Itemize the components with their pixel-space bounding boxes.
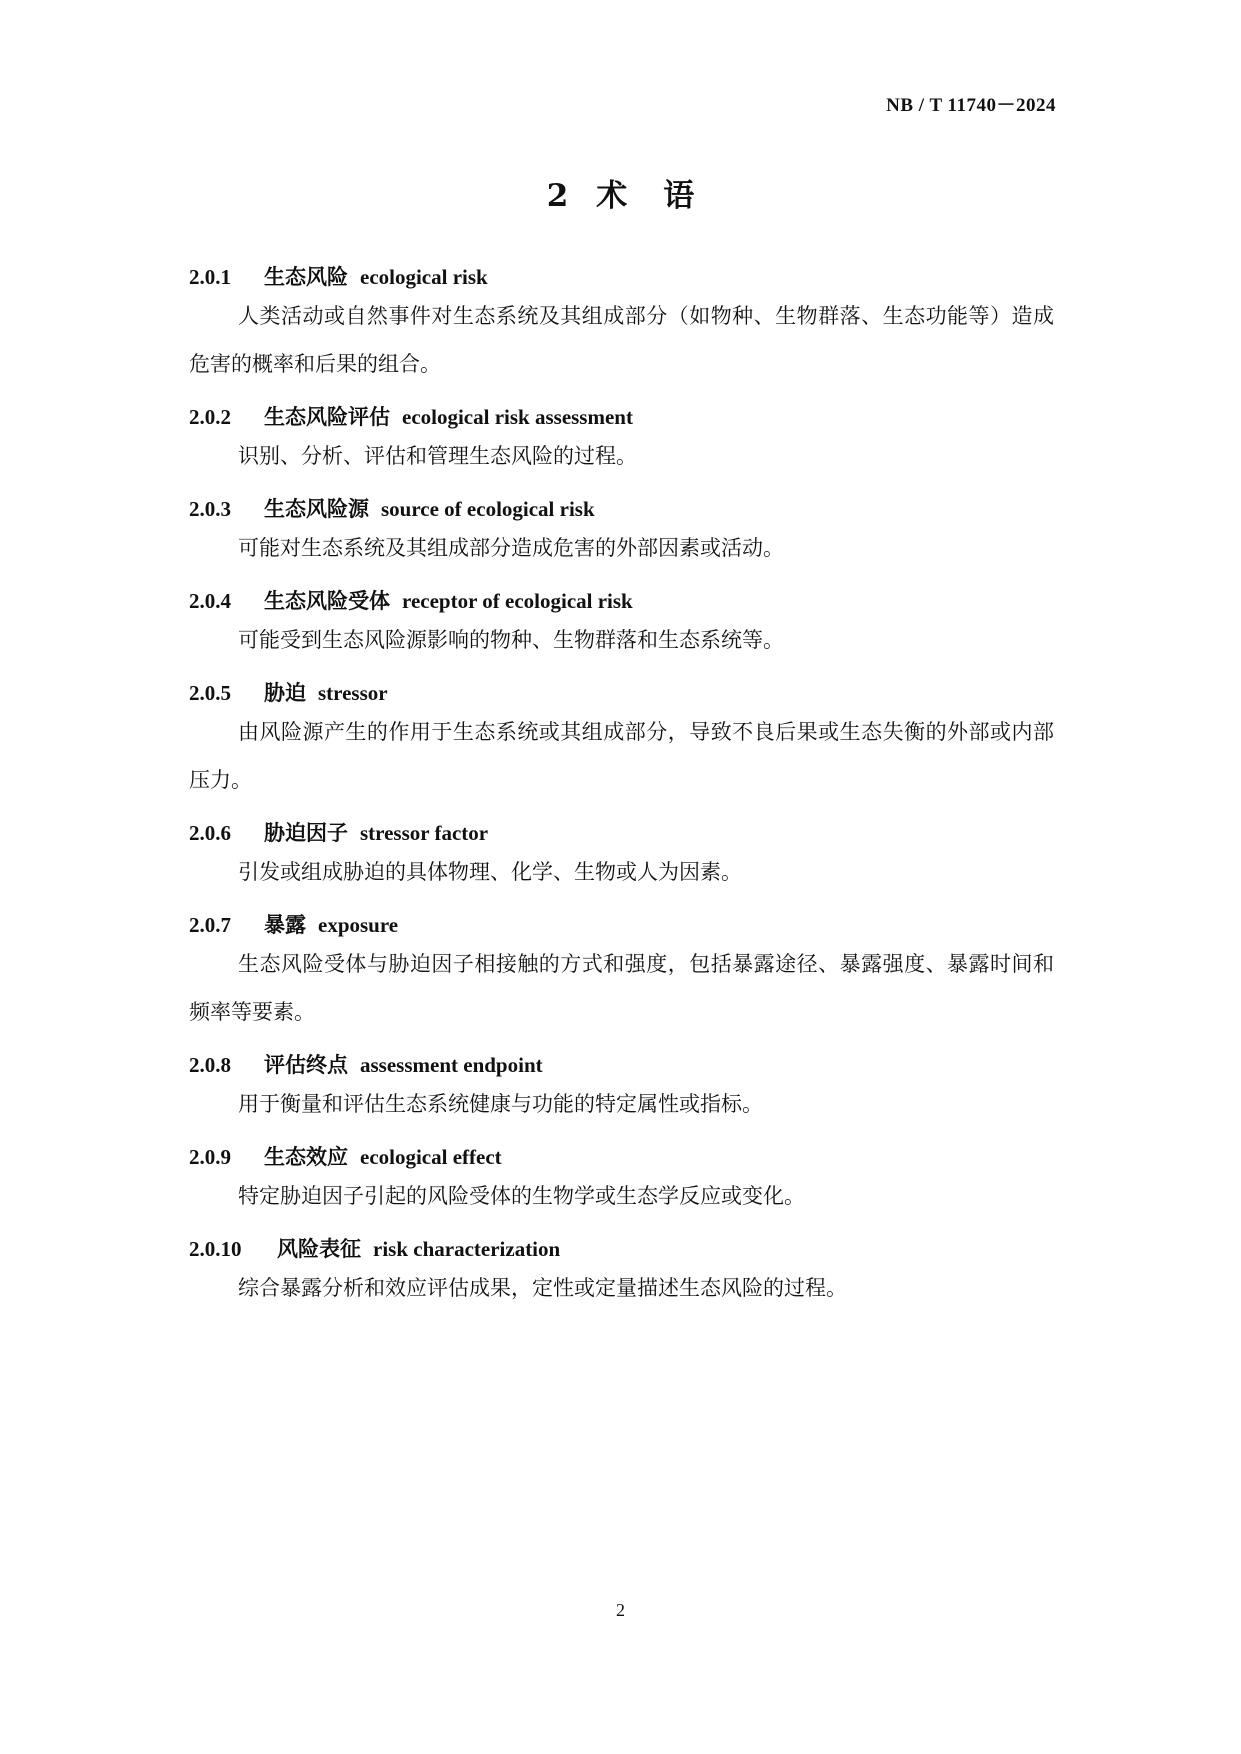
term-english: assessment endpoint (360, 1053, 543, 1077)
term-definition: 引发或组成胁迫的具体物理、化学、生物或人为因素。 (238, 860, 742, 884)
term-heading (189, 586, 1054, 616)
term-definition: 特定胁迫因子引起的风险受体的生物学或生态学反应或变化。 (238, 1184, 805, 1208)
term-english: source of ecological risk (381, 497, 595, 521)
term-heading (189, 1234, 1054, 1264)
term-2-0-8 (189, 1050, 1054, 1128)
term-definition: 由风险源产生的作用于生态系统或其组成部分，导致不良后果或生态失衡的外部或内部压力。 (189, 720, 1054, 792)
chapter-title (0, 170, 1241, 215)
term-heading (189, 494, 1054, 524)
term-number: 2.0.7 (189, 913, 231, 937)
term-number: 2.0.4 (189, 589, 231, 613)
term-chinese: 生态风险源 (264, 496, 369, 521)
term-heading (189, 818, 1054, 848)
term-chinese: 暴露 (264, 912, 306, 937)
term-definition: 识别、分析、评估和管理生态风险的过程。 (238, 444, 637, 468)
term-chinese: 胁迫 (264, 680, 306, 705)
term-english: risk characterization (373, 1237, 561, 1261)
term-number: 2.0.10 (189, 1237, 242, 1261)
term-number: 2.0.1 (189, 265, 231, 289)
term-number: 2.0.5 (189, 681, 231, 705)
chapter-number: 2 (546, 178, 569, 214)
term-chinese: 生态效应 (264, 1144, 348, 1169)
term-2-0-5 (189, 678, 1054, 804)
term-number: 2.0.3 (189, 497, 231, 521)
term-2-0-7 (189, 910, 1054, 1036)
term-number: 2.0.6 (189, 821, 231, 845)
chapter-title-char-2: 语 (663, 178, 695, 214)
term-chinese: 风险表征 (277, 1236, 361, 1261)
term-heading (189, 678, 1054, 708)
term-english: stressor (318, 681, 388, 705)
term-chinese: 生态风险受体 (264, 588, 390, 613)
term-number: 2.0.8 (189, 1053, 231, 1077)
term-2-0-2 (189, 402, 1054, 480)
term-heading (189, 262, 1054, 292)
term-definition: 综合暴露分析和效应评估成果，定性或定量描述生态风险的过程。 (238, 1276, 847, 1300)
term-2-0-3 (189, 494, 1054, 572)
term-2-0-9 (189, 1142, 1054, 1220)
term-heading (189, 910, 1054, 940)
term-definition: 可能对生态系统及其组成部分造成危害的外部因素或活动。 (238, 536, 784, 560)
term-definition: 可能受到生态风险源影响的物种、生物群落和生态系统等。 (238, 628, 784, 652)
term-english: ecological effect (360, 1145, 502, 1169)
term-definition: 用于衡量和评估生态系统健康与功能的特定属性或指标。 (238, 1092, 763, 1116)
term-definition: 生态风险受体与胁迫因子相接触的方式和强度，包括暴露途径、暴露强度、暴露时间和频率等要素。 (189, 952, 1054, 1024)
term-2-0-6 (189, 818, 1054, 896)
term-2-0-10 (189, 1234, 1054, 1312)
page-number: 2 (616, 1600, 625, 1620)
chapter-title-char-1: 术 (596, 178, 628, 214)
term-chinese: 胁迫因子 (264, 820, 348, 845)
term-chinese: 生态风险评估 (264, 404, 390, 429)
term-english: receptor of ecological risk (402, 589, 633, 613)
term-chinese: 生态风险 (264, 264, 348, 289)
term-heading (189, 402, 1054, 432)
term-2-0-1 (189, 262, 1054, 388)
term-english: stressor factor (360, 821, 489, 845)
term-english: ecological risk (360, 265, 488, 289)
term-english: ecological risk assessment (402, 405, 633, 429)
term-number: 2.0.9 (189, 1145, 231, 1169)
standard-code: NB / T 11740－2024 (886, 95, 1056, 116)
term-definition: 人类活动或自然事件对生态系统及其组成部分（如物种、生物群落、生态功能等）造成危害的概率和后果的组合。 (189, 304, 1054, 376)
term-english: exposure (318, 913, 399, 937)
term-heading (189, 1142, 1054, 1172)
term-2-0-4 (189, 586, 1054, 664)
terms-list (189, 262, 1054, 1312)
term-heading (189, 1050, 1054, 1080)
term-number: 2.0.2 (189, 405, 231, 429)
term-chinese: 评估终点 (264, 1052, 348, 1077)
